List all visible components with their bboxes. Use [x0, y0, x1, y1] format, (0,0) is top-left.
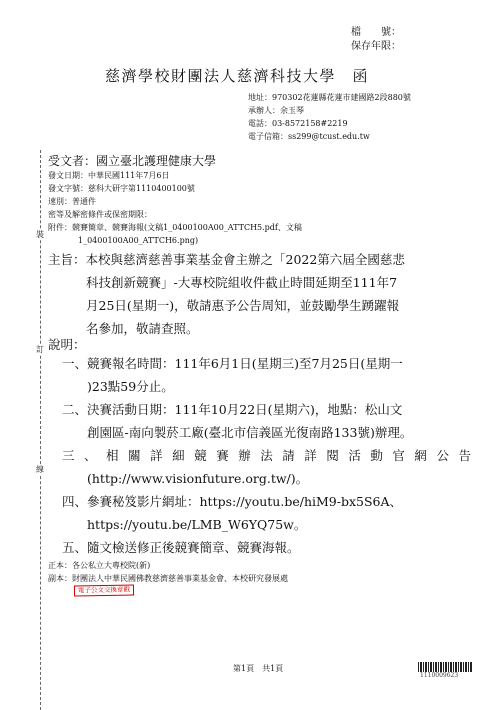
item-4-line-1: 四、參賽秘笈影片網址：https://youtu.be/hiM9-bx5S6A、 [62, 494, 403, 509]
barcode-number: 1110009623 [420, 672, 459, 679]
sender-phone: 電話：03-8572158#2219 [248, 119, 348, 128]
item-2-line-1: 二、決賽活動日期：111年10月22日(星期六)，地點：松山文 [62, 402, 403, 417]
item-5-line-1: 五、隨文檢送修正後競賽簡章、競賽海報。 [62, 540, 300, 555]
subject-line-4: 名參加，敬請查照。 [86, 321, 199, 336]
subject-line-2: 科技創新競賽」-大專校院組收件截止時間延期至111年7 [86, 275, 398, 290]
document-reference: 發文字號：慈科大研字第1110400100號 [48, 184, 195, 193]
cc-recipients: 副本：財團法人中華民國佛教慈濟慈善事業基金會、本校研究發展處 [48, 574, 288, 583]
secrecy-level: 密等及解密條件或保密期限： [48, 210, 152, 219]
sender-address: 地址：970302花蓮縣花蓮市建國路2段880號 [248, 93, 411, 102]
attachment-line-2: 1_0400100A00_ATTCH6.png) [78, 236, 199, 245]
item-1-line-2: )23點59分止。 [62, 379, 174, 394]
item-4-line-2: https://youtu.be/LMB_W6YQ75w。 [62, 517, 307, 532]
document-title: 慈濟學校財團法人慈濟科技大學 函 [105, 67, 370, 85]
binding-char-2: 訂 [36, 345, 44, 354]
item-3-line-1: 三、相關詳細競賽辦法請詳閱活動官網公告 [62, 448, 472, 463]
binding-char-3: 線 [36, 465, 44, 474]
exchange-stamp: 電子公文交換章戳 [74, 584, 134, 596]
page-indicator: 第1頁 共1頁 [233, 664, 284, 673]
explanation-label: 說明： [48, 337, 86, 352]
item-1-line-1: 一、競賽報名時間：111年6月1日(星期三)至7月25日(星期一 [62, 356, 403, 371]
barcode-graphic [418, 662, 472, 672]
sender-contact: 承辦人：余玉琴 [248, 106, 304, 115]
subject-line-3: 月25日(星期一)，敬請惠予公告周知，並鼓勵學生踴躍報 [86, 298, 400, 313]
attachment-line-1: 附件：競賽簡章、競賽海報(文稿1_0400100A00_ATTCH5.pdf、文稿 [48, 223, 302, 232]
item-2-line-2: 創園區-南向製菸工廠(臺北市信義區光復南路133號)辦理。 [62, 425, 413, 440]
recipient: 受文者：國立臺北護理健康大學 [48, 154, 217, 168]
delivery-speed: 速別：普通件 [48, 197, 96, 206]
item-3-line-2: (http://www.visionfuture.org.tw/)。 [62, 471, 309, 486]
retention-period-label: 保存年限： [351, 41, 401, 52]
issue-date: 發文日期：中華民國111年7月6日 [48, 171, 170, 180]
file-number-label: 檔 號： [351, 27, 401, 38]
binding-char-1: 裝 [36, 230, 44, 239]
subject-line-1: 主旨：本校與慈濟慈善事業基金會主辦之「2022第六屆全國慈悲 [48, 252, 405, 267]
sender-email: 電子信箱：ss299@tcust.edu.tw [248, 132, 370, 141]
main-recipients: 正本：各公私立大專校院(新) [48, 561, 151, 570]
